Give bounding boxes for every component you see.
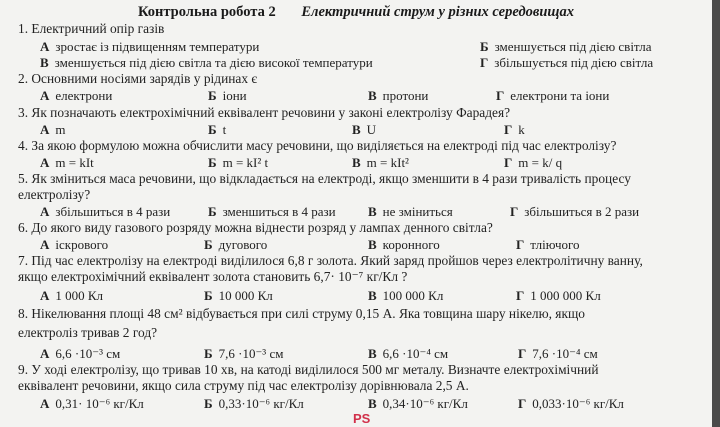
q2-option-v: В протони bbox=[368, 88, 429, 103]
q4-option-b: Б m = kI² t bbox=[208, 155, 269, 170]
question-8-continued: електроліз тривав 2 год? bbox=[18, 325, 158, 340]
q7-option-b: Б 10 000 Кл bbox=[204, 288, 273, 303]
test-subtitle: Електричний струм у різних середовищах bbox=[301, 4, 575, 20]
question-6: 6. До якого виду газового розряду можна віднести розряд у лампах денного світла? bbox=[18, 220, 493, 235]
question-4: 4. За якою формулою можна обчислити масу речовини, що виділяється на електроді під час електролізу? bbox=[18, 138, 617, 153]
q5-option-b: Б зменшиться в 4 рази bbox=[208, 204, 336, 219]
q3-option-b: Б t bbox=[208, 122, 227, 137]
q9-option-b: Б 0,33·10⁻⁶ кг/Кл bbox=[204, 396, 304, 411]
test-title: Контрольна робота 2 bbox=[137, 4, 276, 20]
q2-option-g: Г електрони та іони bbox=[496, 88, 610, 103]
q6-option-v: В коронного bbox=[368, 237, 440, 252]
question-7: 7. Під час електролізу на електроді виділилося 6,8 г золота. Який заряд пройшов через електролітичну ванну, bbox=[18, 253, 643, 268]
question-1: 1. Електричний опір газів bbox=[18, 21, 165, 36]
q9-option-a: А 0,31· 10⁻⁶ кг/Кл bbox=[40, 396, 144, 411]
q2-option-a: А електрони bbox=[40, 88, 113, 103]
q5-option-g: Г збільшиться в 2 рази bbox=[510, 204, 640, 219]
q4-option-a: А m = kIt bbox=[40, 155, 94, 170]
question-5-continued: електролізу? bbox=[18, 187, 91, 202]
page-edge-shadow bbox=[712, 0, 720, 427]
q7-option-g: Г 1 000 000 Кл bbox=[516, 288, 601, 303]
q9-option-v: В 0,34·10⁻⁶ кг/Кл bbox=[368, 396, 468, 411]
q2-option-b: Б іони bbox=[208, 88, 247, 103]
q1-option-g: Г збільшується під дією світла bbox=[480, 55, 654, 70]
q8-option-b: Б 7,6 ·10⁻³ см bbox=[204, 346, 284, 361]
question-2: 2. Основними носіями зарядів у рідинах є bbox=[18, 71, 258, 86]
q4-option-v: В m = kIt² bbox=[352, 155, 409, 170]
question-9-continued: еквівалент речовини, якщо сила струму під час електролізу дорівнювала 2,5 А. bbox=[18, 378, 469, 393]
question-3: 3. Як позначають електрохімічний еквівалент речовини у законі електролізу Фарадея? bbox=[18, 105, 511, 120]
q6-option-g: Г тліючого bbox=[516, 237, 580, 252]
q8-option-g: Г 7,6 ·10⁻⁴ см bbox=[518, 346, 598, 361]
q1-option-b: Б зменшується під дією світла bbox=[480, 39, 652, 54]
q1-option-v: В зменшується під дією світла та дією високої температури bbox=[40, 55, 373, 70]
q7-option-a: А 1 000 Кл bbox=[40, 288, 104, 303]
q1-option-a: А зростає із підвищенням температури bbox=[40, 39, 260, 54]
q9-option-g: Г 0,033·10⁻⁶ кг/Кл bbox=[518, 396, 624, 411]
page-title bbox=[0, 4, 712, 21]
q3-option-g: Г k bbox=[504, 122, 525, 137]
ps-mark: PS bbox=[353, 411, 371, 426]
q7-option-v: В 100 000 Кл bbox=[368, 288, 444, 303]
q3-option-v: В U bbox=[352, 122, 377, 137]
q8-option-v: В 6,6 ·10⁻⁴ см bbox=[368, 346, 449, 361]
question-8: 8. Нікелювання площі 48 см² відбувається при силі струму 0,15 А. Яка товщина шару нікелю, якщо bbox=[18, 306, 585, 321]
question-7-continued: якщо електрохімічний еквівалент золота становить 6,7· 10⁻⁷ кг/Кл ? bbox=[18, 269, 408, 284]
question-9: 9. У ході електролізу, що тривав 10 хв, на катоді виділилося 500 мг металу. Визначте електрохімічний bbox=[18, 362, 599, 377]
q4-option-g: Г m = k/ q bbox=[504, 155, 563, 170]
question-5: 5. Як зміниться маса речовини, що відкладається на електроді, якщо зменшити в 4 рази тривалість процесу bbox=[18, 171, 631, 186]
q6-option-a: А іскрового bbox=[40, 237, 109, 252]
q6-option-b: Б дугового bbox=[204, 237, 268, 252]
q3-option-a: А m bbox=[40, 122, 66, 137]
q8-option-a: А 6,6 ·10⁻³ см bbox=[40, 346, 121, 361]
q5-option-v: В не зміниться bbox=[368, 204, 453, 219]
q5-option-a: А збільшиться в 4 рази bbox=[40, 204, 171, 219]
